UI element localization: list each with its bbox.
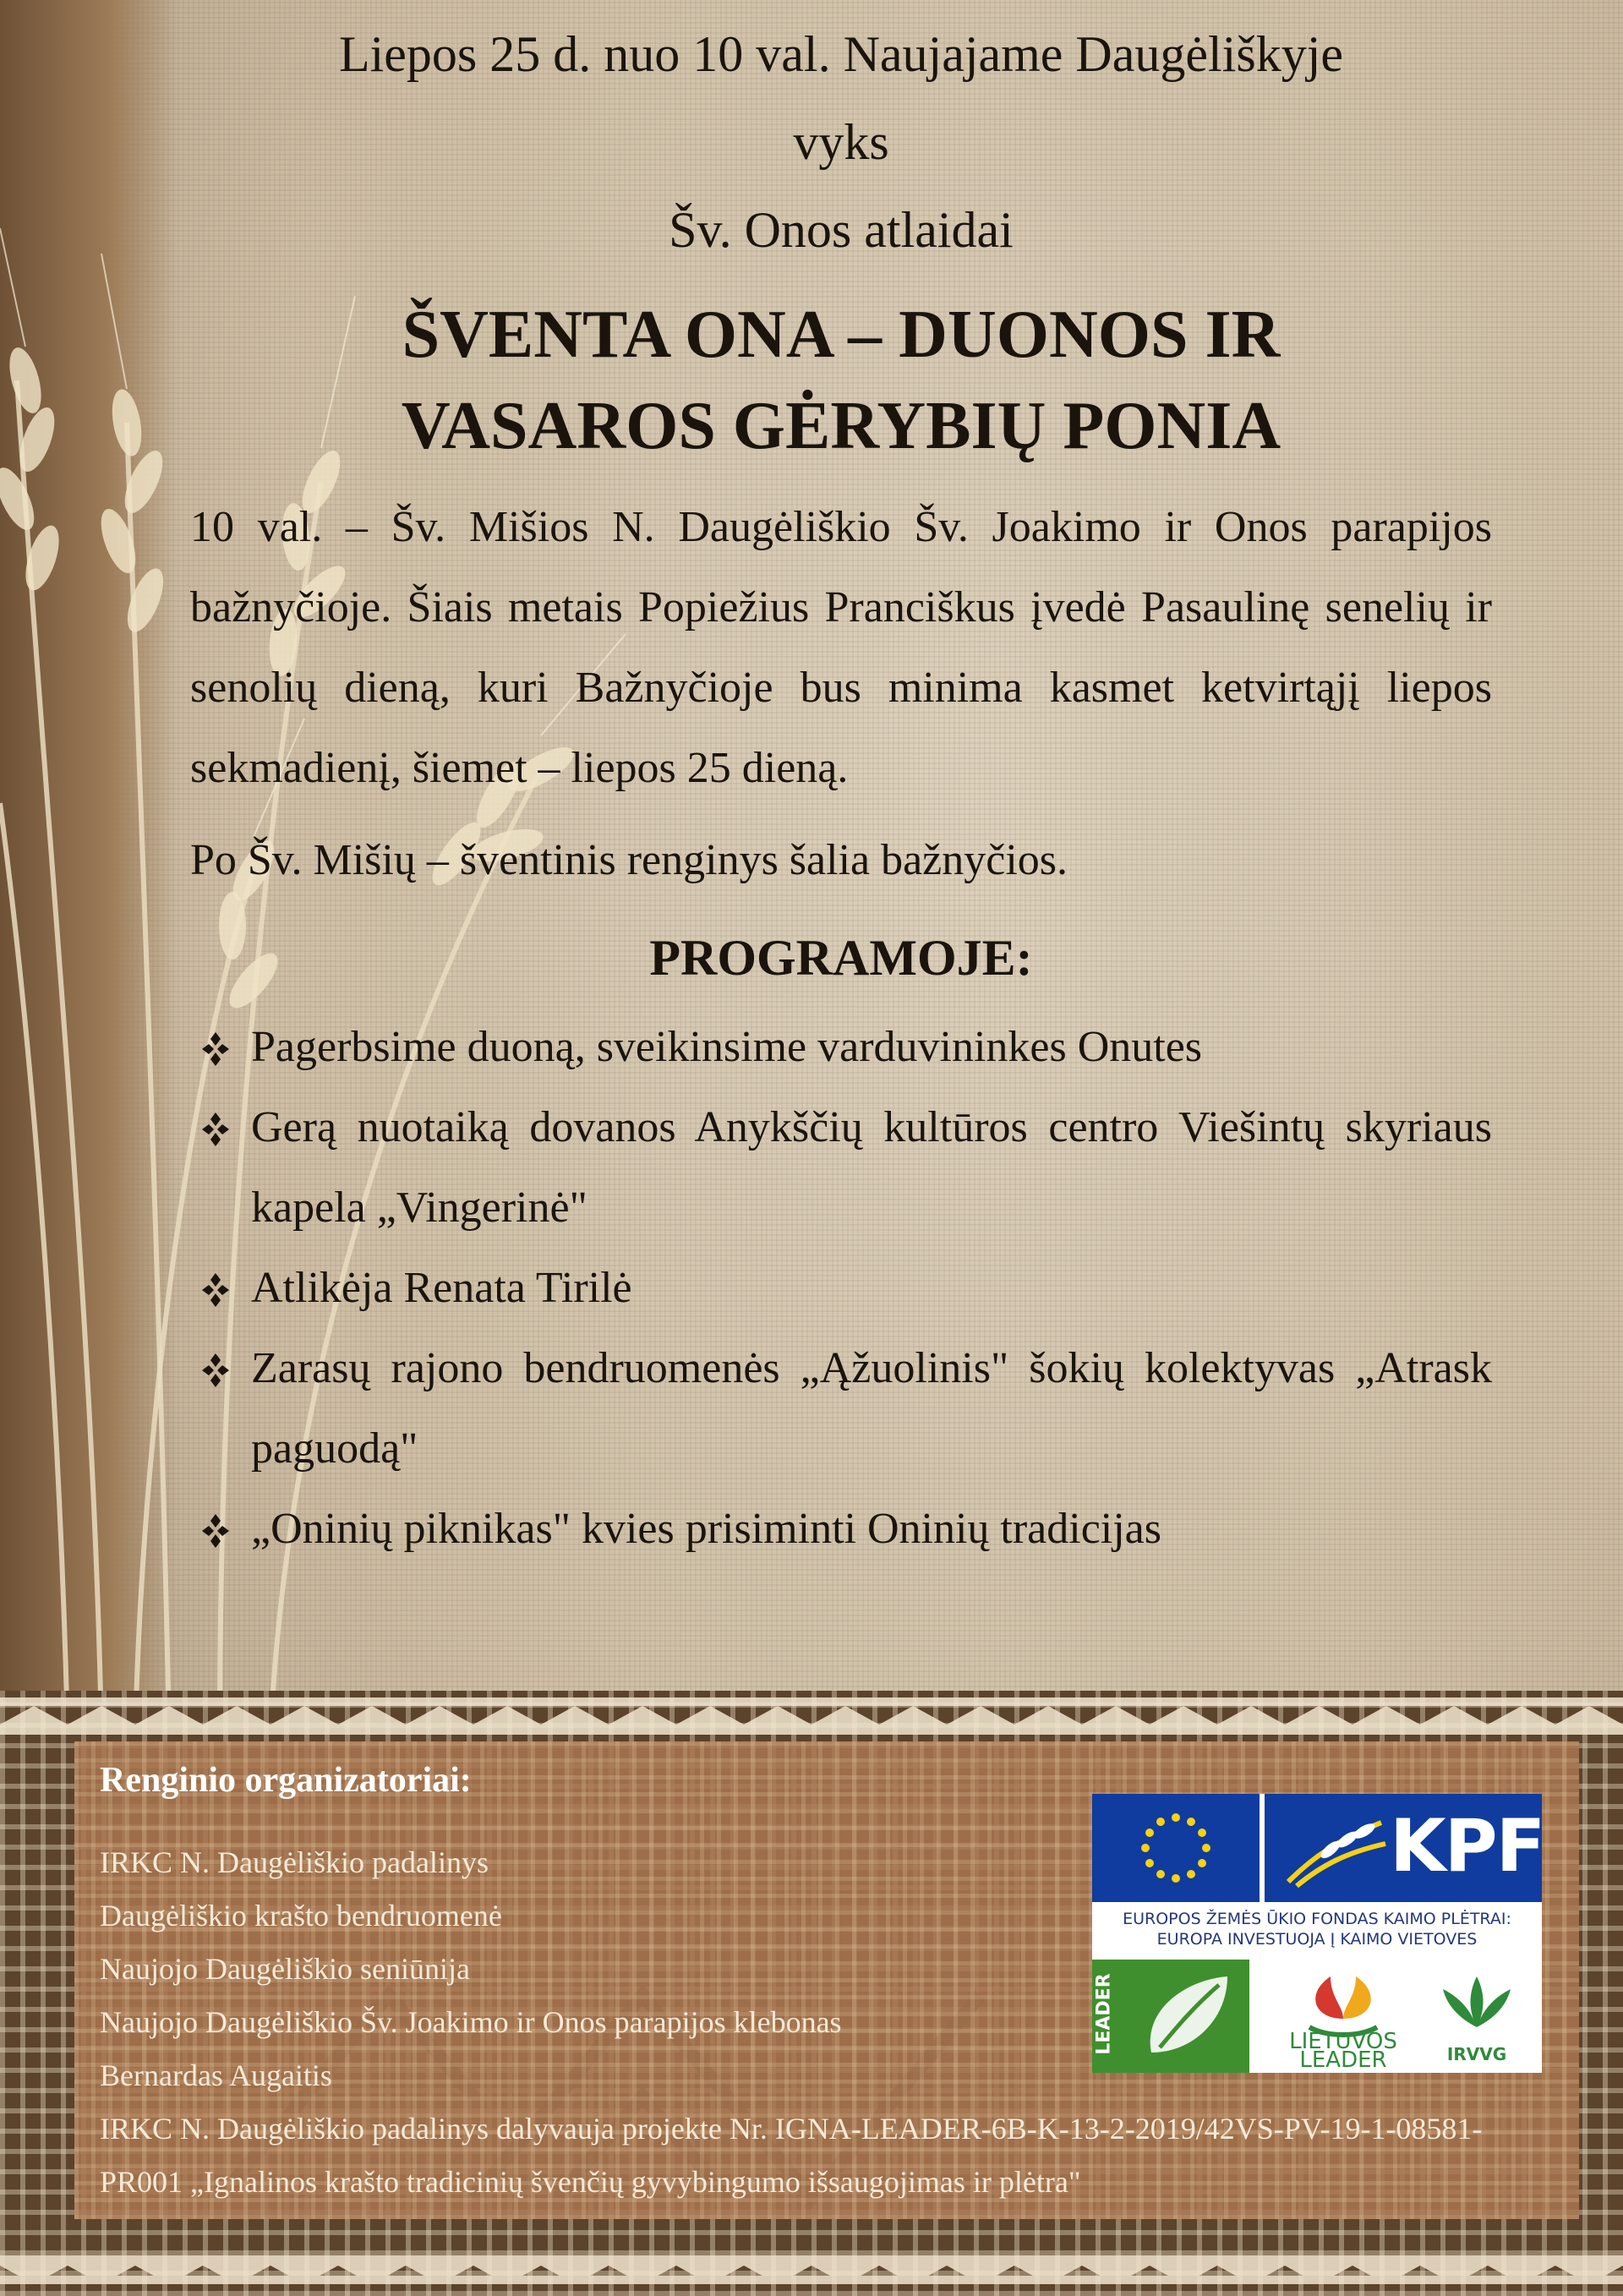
eu-caption-line-1: EUROPOS ŽEMĖS ŪKIO FONDAS KAIMO PLĖTRAI:	[1123, 1910, 1511, 1928]
program-item	[190, 1007, 1492, 1087]
program-item-text: „Oninių piknikas" kvies prisiminti Oninių tradicijas	[251, 1505, 1161, 1553]
organizers-heading: Renginio organizatoriai:	[100, 1761, 472, 1800]
diamond-bullet-icon	[190, 1007, 241, 1087]
lietuvos-leader-line-2: LEADER	[1299, 2047, 1387, 2073]
organizer-item: Naujojo Daugėliškio Šv. Joakimo ir Onos parapijos klebonas	[100, 2005, 842, 2039]
kpf-logo	[1265, 1794, 1542, 1902]
organizer-item: Naujojo Daugėliškio seniūnija	[100, 1952, 470, 1986]
poster-title	[190, 289, 1492, 472]
irvvg-text: IRVVG	[1446, 2044, 1507, 2064]
program-item	[190, 1328, 1492, 1489]
organizer-item: Daugėliškio krašto bendruomenė	[100, 1899, 502, 1932]
mass-paragraph: 10 val. – Šv. Mišios N. Daugėliškio Šv. Joakimo ir Onos parapijos bažnyčioje. Šiais metais Popiežius Pranciškus įvedė Pasaulinę senelių ir senolių dieną, kuri Bažnyčioje bus minima kasmet ketvirtąjį liepos sekmadienį, šiemet – liepos 25 dieną.	[190, 503, 1492, 792]
leader-text: LEADER	[1093, 1973, 1115, 2055]
wheat-emblem-icon	[1280, 1806, 1390, 1890]
eu-caption-line-2: EUROPA INVESTUOJA Į KAIMO VIETOVES	[1156, 1930, 1478, 1949]
after-mass-paragraph: Po Šv. Mišių – šventinis renginys šalia bažnyčios.	[190, 836, 1068, 884]
diamond-bullet-icon	[190, 1087, 241, 1167]
eu-stars-icon	[1092, 1794, 1260, 1902]
lietuvos-leader-line-1: LIETUVOS	[1289, 2029, 1397, 2054]
poster-content	[190, 0, 1492, 1569]
leaf-icon	[1092, 1960, 1249, 2073]
eu-fund-caption	[1092, 1909, 1542, 1949]
lietuvos-leader-text	[1280, 2029, 1407, 2073]
organizer-item: Bernardas Augaitis	[100, 2058, 332, 2092]
program-item	[190, 1248, 1492, 1328]
program-item-text: Atlikėja Renata Tirilė	[251, 1264, 632, 1312]
project-note: IRKC N. Daugėliškio padalinys dalyvauja projekte Nr. IGNA-LEADER-6B-K-13-2-2019/42VS-PV-19-1-08581-PR001 „Ignalinos krašto tradicinių švenčių gyvybingumo išsaugojimas ir plėtra"	[100, 2112, 1483, 2199]
program-item-text: Pagerbsime duoną, sveikinsime varduvininkes Onutes	[251, 1023, 1203, 1071]
program-list	[190, 1007, 1492, 1569]
program-item-text: Zarasų rajono bendruomenės „Ąžuolinis" šokių kolektyvas „Atrask paguodą"	[251, 1344, 1492, 1473]
kpf-text: KPF	[1390, 1804, 1544, 1889]
event-verb-line: vyks	[793, 114, 889, 170]
program-item	[190, 1489, 1492, 1569]
organizer-item: IRKC N. Daugėliškio padalinys	[100, 1845, 489, 1879]
event-name-line: Šv. Onos atlaidai	[669, 202, 1014, 258]
diamond-bullet-icon	[190, 1489, 241, 1569]
program-item-text: Gerą nuotaiką dovanos Anykščių kultūros centro Viešintų skyriaus kapela „Vingerinė"	[251, 1103, 1492, 1232]
poster-title-line-1: ŠVENTA ONA – DUONOS IR	[402, 298, 1281, 372]
program-item	[190, 1087, 1492, 1248]
event-date-line: Liepos 25 d. nuo 10 val. Naujajame Daugėliškyje	[338, 26, 1344, 82]
eu-flag-logo	[1092, 1794, 1260, 1902]
diamond-bullet-icon	[190, 1248, 241, 1328]
leader-logo	[1092, 1960, 1249, 2073]
poster-title-line-2: VASAROS GĖRYBIŲ PONIA	[401, 389, 1281, 463]
sponsor-logos	[1092, 1794, 1542, 2073]
diamond-bullet-icon	[190, 1328, 241, 1408]
program-heading: PROGRAMOJE:	[649, 930, 1033, 986]
